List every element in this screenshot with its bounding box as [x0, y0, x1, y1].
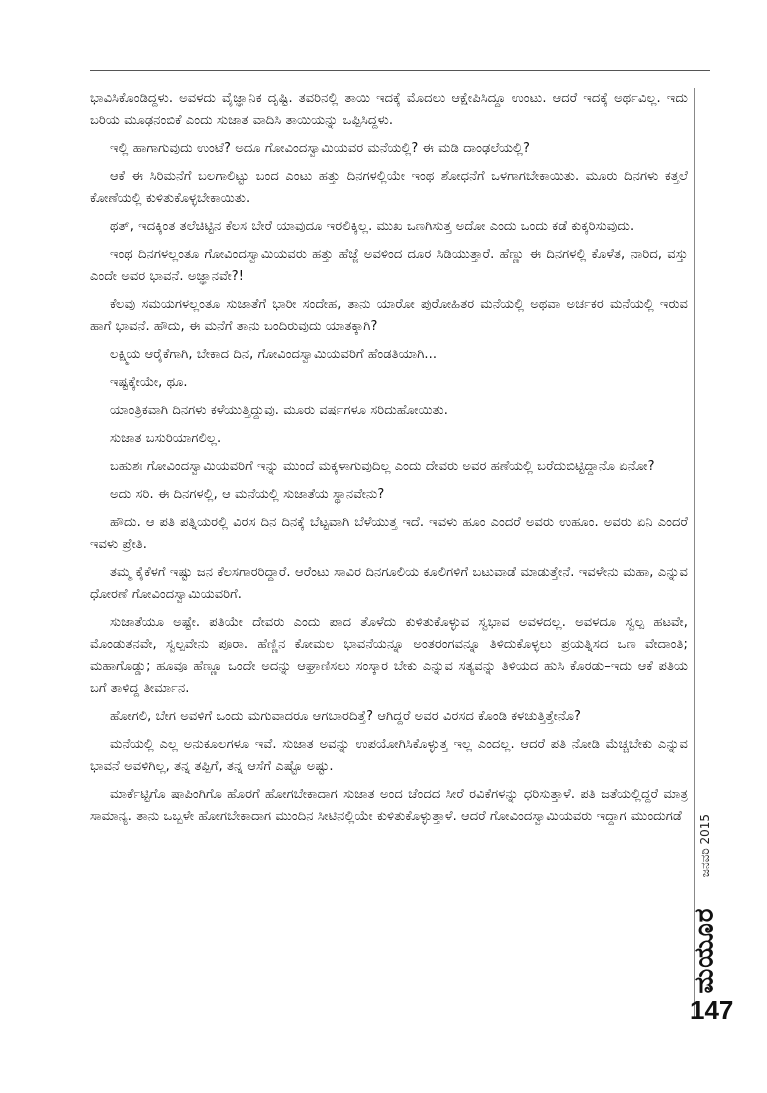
paragraph: ಭಾವಿಸಿಕೊಂಡಿದ್ದಳು. ಅವಳದು ವೈಜ್ಞಾನಿಕ ದೃಷ್ಟಿ. ತವರಿನಲ್ಲಿ ತಾಯಿ ಇದಕ್ಕೆ ಮೊದಲು ಆಕ್ಷೇಪಿಸಿದ್ದೂ ಉಂಟು. ಆದರೆ ಇದಕ್ಕೆ ಅರ್ಥವಿಲ್ಲ. ಇದು ಬರಿಯ ಮೂಢನಂಬಿಕೆ ಎಂದು ಸುಜಾತ ವಾದಿಸಿ ತಾಯಿಯನ್ನು ಒಪ್ಪಿಸಿದ್ದಳು. [90, 91, 688, 128]
paragraph: ಸುಜಾತ ಬಸುರಿಯಾಗಲಿಲ್ಲ. [110, 431, 222, 446]
paragraph: ಹೌದು. ಆ ಪತಿ ಪತ್ನಿಯರಲ್ಲಿ ವಿರಸ ದಿನ ದಿನಕ್ಕೆ ಬೆಟ್ಟವಾಗಿ ಬೆಳೆಯುತ್ತ ಇದೆ. ಇವಳು ಹೂಂ ಎಂದರೆ ಅವರು ಉಹೂಂ. ಅವರು ಏನಿ ಎಂದರೆ ಇವಳು ಪ್ರೇತಿ. [90, 515, 688, 552]
paragraph: ಬಹುಶಃ ಗೋವಿಂದಸ್ವಾಮಿಯವರಿಗೆ ಇನ್ನು ಮುಂದೆ ಮಕ್ಕಳಾಗುವುದಿಲ್ಲ ಎಂದು ದೇವರು ಅವರ ಹಣೆಯಲ್ಲಿ ಬರೆದುಬಿಟ್ಟಿದ್ದಾನೊ ಏನೋ? [110, 459, 655, 474]
paragraph: ಥತ್, ಇದಕ್ಕಿಂತ ತಲೆಚಿಟ್ಟಿನ ಕೆಲಸ ಬೇರೆ ಯಾವುದೂ ಇರಲಿಕ್ಕಿಲ್ಲ. ಮುಖ ಒಣಗಿಸುತ್ತ ಅದೋ ಎಂದು ಒಂದು ಕಡೆ ಕುಕ್ಕರಿಸುವುದು. [110, 219, 635, 234]
paragraph: ಮನೆಯಲ್ಲಿ ಎಲ್ಲ ಅನುಕೂಲಗಳೂ ಇವೆ. ಸುಜಾತ ಅವನ್ನು ಉಪಯೋಗಿಸಿಕೊಳ್ಳುತ್ತ ಇಲ್ಲ ಎಂದಲ್ಲ. ಆದರೆ ಪತಿ ನೋಡಿ ಮೆಚ್ಚಬೇಕು ಎನ್ನುವ ಭಾವನೆ ಅವಳಿಗಿಲ್ಲ, ತನ್ನ ತಪ್ಪಿಗೆ, ತನ್ನ ಆಸೆಗೆ ಎಷ್ಟೊ ಅಷ್ಟು. [90, 737, 688, 774]
paragraph: ಇಷ್ಟಕ್ಕೇಯೇ, ಥೂ. [110, 375, 188, 390]
top-rule [90, 70, 710, 71]
article-body [90, 88, 688, 834]
paragraph: ಯಾಂತ್ರಿಕವಾಗಿ ದಿನಗಳು ಕಳೆಯುತ್ತಿದ್ದುವು. ಮೂರು ವರ್ಷಗಳೂ ಸರಿದುಹೋಯಿತು. [110, 403, 448, 418]
paragraph: ಸುಜಾತೆಯೂ ಅಷ್ಟೇ. ಪತಿಯೇ ದೇವರು ಎಂದು ಪಾದ ತೊಳೆದು ಕುಳಿತುಕೊಳ್ಳುವ ಸ್ವಭಾವ ಅವಳದಲ್ಲ. ಅವಳದೂ ಸ್ವಲ್ಪ ಹಟವೇ, ಮೊಂಡುತನವೇ, ಸ್ವಲ್ಪವೇನು ಪೂರಾ. ಹೆಣ್ಣಿನ ಕೋಮಲ ಭಾವನೆಯನ್ನೂ ಅಂತರಂಗವನ್ನೂ ತಿಳಿದುಕೊಳ್ಳಲು ಪ್ರಯತ್ನಿಸದ ಒಣ ವೇದಾಂತಿ; ಮಹಾಗೊಡ್ಡು; ಹೂವೂ ಹೆಣ್ಣೂ ಒಂದೇ ಅದನ್ನು ಆಘ್ರಾಣಿಸಲು ಸಂಸ್ಕಾರ ಬೇಕು ಎನ್ನುವ ಸತ್ಯವನ್ನು ತಿಳಿಯದ ಹುಸಿ ಕೊರಡು–ಇದು ಆಕೆ ಪತಿಯ ಬಗೆ ತಾಳಿದ್ದ ತೀರ್ಮಾನ. [90, 615, 688, 696]
paragraph: ಅದು ಸರಿ. ಈ ದಿನಗಳಲ್ಲಿ, ಆ ಮನೆಯಲ್ಲಿ ಸುಜಾತೆಯ ಸ್ಥಾನವೇನು? [110, 487, 385, 502]
masthead-text: ಮಯೂರ [689, 907, 720, 993]
paragraph: ಲಕ್ಷ್ಮಿಯ ಆರೈಕೆಗಾಗಿ, ಬೇಕಾದ ದಿನ, ಗೋವಿಂದಸ್ವಾಮಿಯವರಿಗೆ ಹೆಂಡತಿಯಾಗಿ... [110, 347, 438, 362]
paragraph: ಕೆಲವು ಸಮಯಗಳಲ್ಲಂತೂ ಸುಜಾತೆಗೆ ಭಾರೀ ಸಂದೇಹ, ತಾನು ಯಾರೋ ಪುರೋಹಿತರ ಮನೆಯಲ್ಲಿ ಅಥವಾ ಅರ್ಚಕರ ಮನೆಯಲ್ಲಿ ಇರುವ ಹಾಗೆ ಭಾವನೆ. ಹೌದು, ಈ ಮನೆಗೆ ತಾನು ಬಂದಿರುವುದು ಯಾತಕ್ಕಾಗಿ? [90, 297, 688, 334]
issue-date [694, 790, 718, 900]
paragraph: ಇಲ್ಲಿ ಹಾಗಾಗುವುದು ಉಂಟೆ? ಅದೂ ಗೋವಿಂದಸ್ವಾಮಿಯವರ ಮನೆಯಲ್ಲಿ? ಈ ಮಡಿ ದಾಂಢಲೆಯಲ್ಲಿ? [110, 141, 530, 156]
paragraph: ತಮ್ಮ ಕೈಕೆಳಗೆ ಇಷ್ಟು ಜನ ಕೆಲಸಗಾರರಿದ್ದಾರೆ. ಆರೆಂಟು ಸಾವಿರ ದಿನಗೂಲಿಯ ಕೂಲಿಗಳಿಗೆ ಬಟುವಾಡೆ ಮಾಡುತ್ತೇನೆ. ಇವಳೇನು ಮಹಾ, ಎನ್ನುವ ಧೋರಣೆ ಗೋವಿಂದಸ್ವಾಮಿಯವರಿಗೆ. [90, 565, 688, 602]
paragraph: ಹೋಗಲಿ, ಬೇಗ ಅವಳಿಗೆ ಒಂದು ಮಗುವಾದರೂ ಆಗಬಾರದಿತ್ತೆ? ಆಗಿದ್ದರೆ ಅವರ ವಿರಸದ ಕೊಂಡಿ ಕಳಚುತ್ತಿತ್ತೇನೊ? [110, 709, 582, 724]
paragraph: ಮಾರ್ಕೆಟ್ಟಿಗೊ ಷಾಪಿಂಗಿಗೊ ಹೊರಗೆ ಹೋಗಬೇಕಾದಾಗ ಸುಜಾತ ಅಂದ ಚೆಂದದ ಸೀರೆ ರವಿಕೆಗಳನ್ನು ಧರಿಸುತ್ತಾಳೆ. ಪತಿ ಜತೆಯಲ್ಲಿದ್ದರೆ ಮಾತ್ರ ಸಾಮಾನ್ಯ. ತಾನು ಒಬ್ಬಳೇ ಹೋಗಬೇಕಾದಾಗ ಮುಂದಿನ ಸೀಟಿನಲ್ಲಿಯೇ ಕುಳಿತುಕೊಳ್ಳುತ್ತಾಳೆ. ಆದರೆ ಗೋವಿಂದಸ್ವಾಮಿಯವರು ಇದ್ದಾಗ ಮುಂದುಗಡೆ [90, 787, 688, 824]
issue-date-text: ಜನವರಿ 2015 [698, 813, 713, 877]
paragraph: ಇಂಥ ದಿನಗಳಲ್ಲಂತೂ ಗೋವಿಂದಸ್ವಾಮಿಯವರು ಹತ್ತು ಹೆಜ್ಜೆ ಅವಳಿಂದ ದೂರ ಸಿಡಿಯುತ್ತಾರೆ. ಹೆಣ್ಣು ಈ ದಿನಗಳಲ್ಲಿ ಕೊಳೆತ, ನಾರಿದ, ವಸ್ತು ಎಂದೇ ಅವರ ಭಾವನೆ. ಅಜ್ಞಾನವೇ?! [90, 247, 688, 284]
magazine-masthead [688, 905, 722, 995]
paragraph: ಆಕೆ ಈ ಸಿರಿಮನೆಗೆ ಬಲಗಾಲಿಟ್ಟು ಬಂದ ಎಂಟು ಹತ್ತು ದಿನಗಳಲ್ಲಿಯೇ ಇಂಥ ಶೋಧನೆಗೆ ಒಳಗಾಗಬೇಕಾಯಿತು. ಮೂರು ದಿನಗಳು ಕತ್ತಲೆ ಕೋಣೆಯಲ್ಲಿ ಕುಳಿತುಕೊಳ್ಳಬೇಕಾಯಿತು. [90, 169, 688, 206]
page-number: 147 [690, 995, 734, 1025]
